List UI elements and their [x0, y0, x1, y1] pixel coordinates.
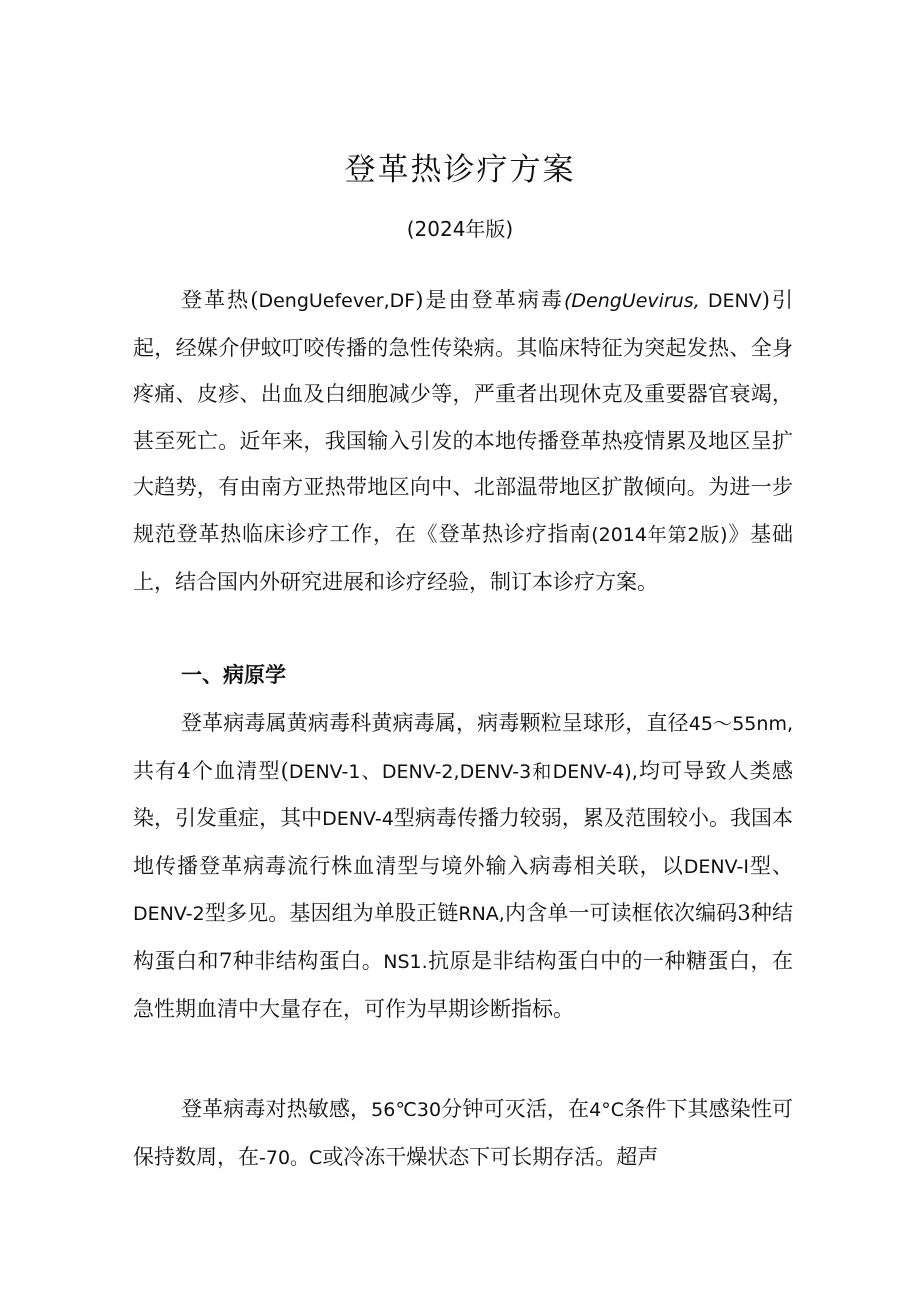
p2-s1: 登革病毒属黄病毒科黄病毒属，病毒颗粒呈球形，直径: [181, 711, 689, 735]
p2-s7: 型病毒传播力较弱，累及范围较小。我国本地传播登革病毒流行株血清型与境外输入病毒相关联，以: [133, 806, 794, 878]
p2-s9: 型、: [748, 853, 794, 878]
p1-s1: 登革热(: [181, 288, 259, 312]
p3-s3: 分钟可灭活，在: [441, 1097, 590, 1121]
p2-s10: DENV-2: [133, 903, 205, 926]
p3-s7: 或冷冻干燥状态下可长期存活。超声: [322, 1144, 659, 1169]
document-title: 登革热诊疗方案: [344, 152, 576, 188]
document-subtitle: (2024年版): [406, 217, 514, 241]
p2-s14: NS1.: [383, 950, 428, 973]
section-heading-etiology: 一、病原学: [181, 662, 286, 687]
p1-s7: (2014年第2版): [591, 523, 728, 546]
paragraph-etiology: [133, 700, 793, 1032]
p2-s11: 型多见。基因组为单股正链: [204, 901, 459, 926]
p1-s5: DENV: [699, 290, 762, 312]
p3-s5: 条件下其感染性可保持数周，在: [133, 1097, 794, 1169]
p2-s15: 抗原是非结构蛋白中的一种糖蛋白，在急性期血清中大量存在，可作为早期诊断指标。: [133, 948, 793, 1021]
p1-s8: 》基础上，结合国内外研究进展和诊疗经验，制订本诊疗方案。: [133, 521, 794, 594]
p2-s12: RNA,: [458, 903, 505, 926]
p2-s3: 共有4个血清型(: [133, 758, 289, 783]
p3-s6: -70。C: [259, 1146, 323, 1169]
p3-s1: 登革病毒对热敏感，: [181, 1097, 372, 1121]
p1-s2: DengUefever,DF: [258, 290, 416, 312]
p2-s13: 内含单一可读框依次编码3种结构蛋白和7种非结构蛋白。: [133, 901, 793, 973]
p1-s4: (DengUevirus,: [563, 290, 700, 312]
p1-s6: )引起，经媒介伊蚊叮咬传播的急性传染病。其临床特征为突起发热、全身疼痛、皮疹、出血及白细胞减少等，严重者出现休克及重要器官衰竭，甚至死亡。近年来，我国输入引发的本地传播登革热疫情累及地区呈扩大趋势，有由南方亚热带地区向中、北部温带地区扩散倾向。为进一步规范登革热临床诊疗工作，在《登革热诊疗指南: [133, 288, 793, 546]
p1-s3: )是由登革病毒: [415, 288, 564, 312]
paragraph-stability: [133, 1086, 793, 1181]
paragraph-intro: [133, 277, 793, 605]
p2-s2: 45〜55nm,: [688, 713, 793, 735]
p3-s4: 4°C: [589, 1099, 624, 1121]
p2-s4: DENV-1、DENV-2,DENV-3和DENV-4),: [288, 760, 638, 783]
p2-s5: 均可导致人类感染，引发重症，其中: [133, 758, 793, 831]
p2-s6: DENV-4: [322, 808, 394, 831]
p3-s2: 56℃30: [371, 1099, 442, 1121]
p2-s8: DENV-I: [683, 855, 749, 878]
